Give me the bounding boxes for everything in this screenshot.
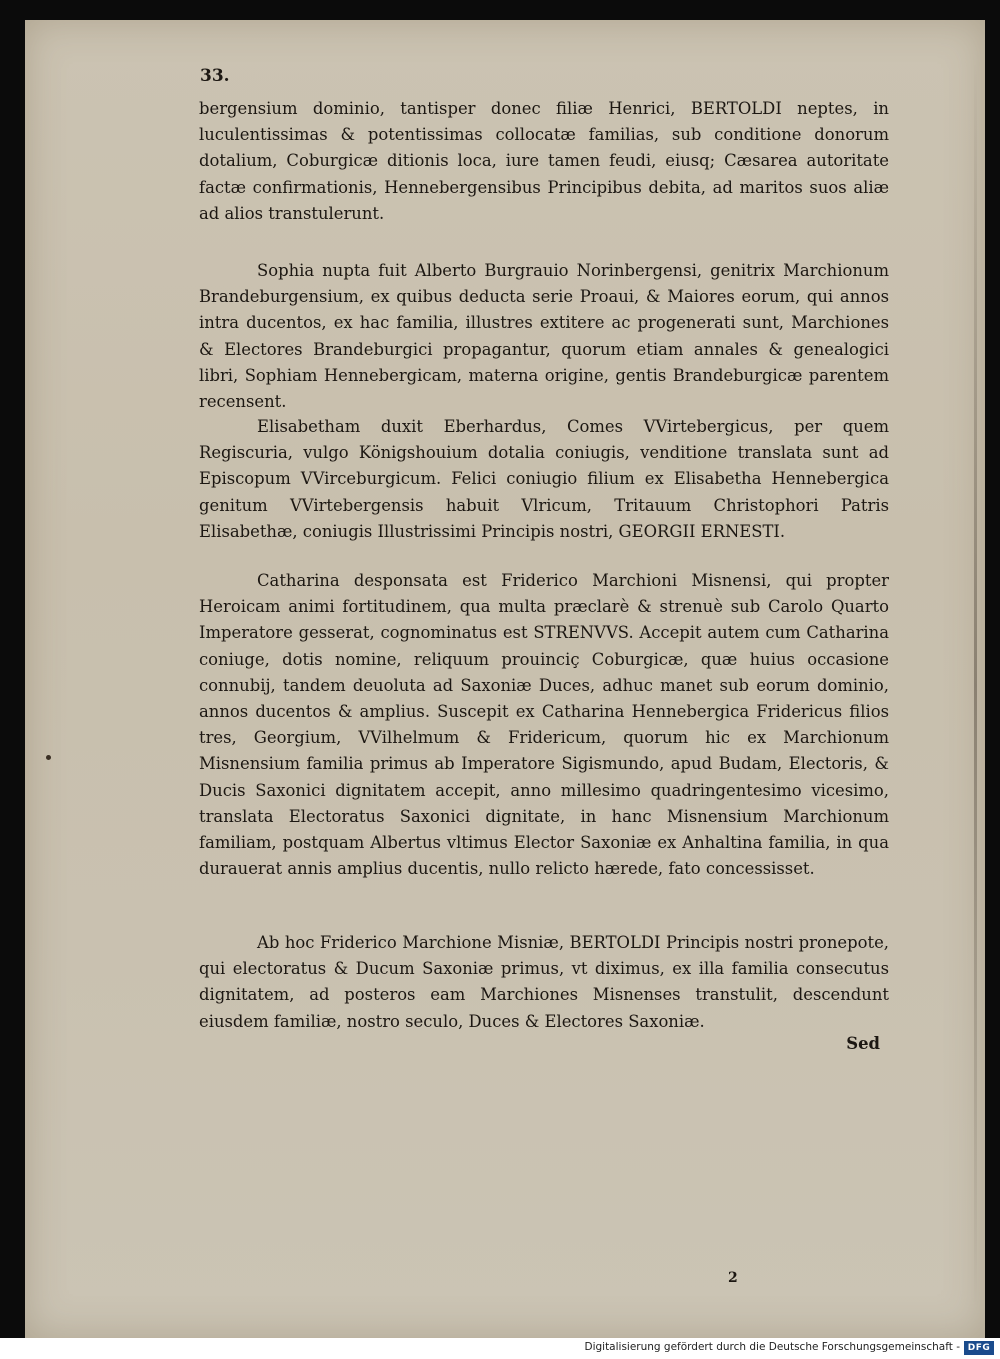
paragraph-text: bergensium dominio, tantisper donec filiæ Henrici, BERTOLDI neptes, in luculentissimas & potentissimas collocatæ familias, sub conditione donorum dotalium, Coburgicæ ditionis loca, iure tamen feudi, eiusq; Cæsarea autoritate factæ confirmationis, Hennebergensibus Principibus debita, ad maritos suos aliæ ad alios transtulerunt.: [199, 99, 889, 223]
paragraph-4: [199, 568, 889, 882]
dfg-logo-icon: DFG: [964, 1341, 994, 1355]
signature-mark: 2: [728, 1270, 738, 1286]
page-edge-shadow: [974, 60, 977, 1310]
page-number: 33.: [200, 66, 230, 86]
digitization-footer: [0, 1338, 1000, 1359]
paragraph-text: Catharina desponsata est Friderico Marchioni Misnensi, qui propter Heroicam animi fortitudinem, qua multa præclarè & strenuè sub Carolo Quarto Imperatore gesserat, cognominatus est STRENVVS. Accepit autem cum Catharina coniuge, dotis nomine, reliquum prouinciç Coburgicæ, quæ huius occasione connubij, tandem deuoluta ad Saxoniæ Duces, adhuc manet sub eorum dominio, annos ducentos & amplius. Suscepit ex Catharina Hennebergica Fridericus filios tres, Georgium, VVilhelmum & Fridericum, quorum hic ex Marchionum Misnensium familia primus ab Imperatore Sigismundo, apud Budam, Electoris, & Ducis Saxonici dignitatem accepit, anno millesimo quadringentesimo vicesimo, translata Electoratus Saxonici dignitate, in hanc Misnensium Marchionum familiam, postquam Albertus vltimus Elector Saxoniæ ex Anhaltina familia, in qua durauerat annis amplius ducentis, nullo relicto hærede, fato concessisset.: [199, 571, 889, 879]
paragraph-text: Ab hoc Friderico Marchione Misniæ, BERTOLDI Principis nostri pronepote, qui electoratus & Ducum Saxoniæ primus, vt diximus, ex illa familia consecutus dignitatem, ad posteros eam Marchiones Misnenses transtulit, descendunt eiusdem familiæ, nostro seculo, Duces & Electores Saxoniæ.: [199, 933, 889, 1031]
catchword: Sed: [846, 1034, 880, 1053]
ink-spot: [46, 755, 51, 760]
paragraph-3: [199, 414, 889, 545]
paragraph-1: [199, 96, 889, 227]
paragraph-5: [199, 930, 889, 1035]
paragraph-2: [199, 258, 889, 415]
paragraph-text: Sophia nupta fuit Alberto Burgrauio Norinbergensi, genitrix Marchionum Brandeburgensium, ex quibus deducta serie Proaui, & Maiores eorum, qui annos intra ducentos, ex hac familia, illustres extitere ac progenerati sunt, Marchiones & Electores Brandeburgici propagantur, quorum etiam annales & genealogici libri, Sophiam Hennebergicam, materna origine, gentis Brandeburgicæ parentem recensent.: [199, 261, 889, 412]
paragraph-text: Elisabetham duxit Eberhardus, Comes VVirtebergicus, per quem Regiscuria, vulgo Königshouium dotalia coniugis, venditione translata sunt ad Episcopum VVirceburgicum. Felici coniugio filium ex Elisabetha Hennebergica genitum VVirtebergensis habuit Vlricum, Tritauum Christophori Patris Elisabethæ, coniugis Illustrissimi Principis nostri, GEORGII ERNESTI.: [199, 417, 889, 541]
funding-notice: Digitalisierung gefördert durch die Deutsche Forschungsgemeinschaft -: [584, 1341, 960, 1353]
